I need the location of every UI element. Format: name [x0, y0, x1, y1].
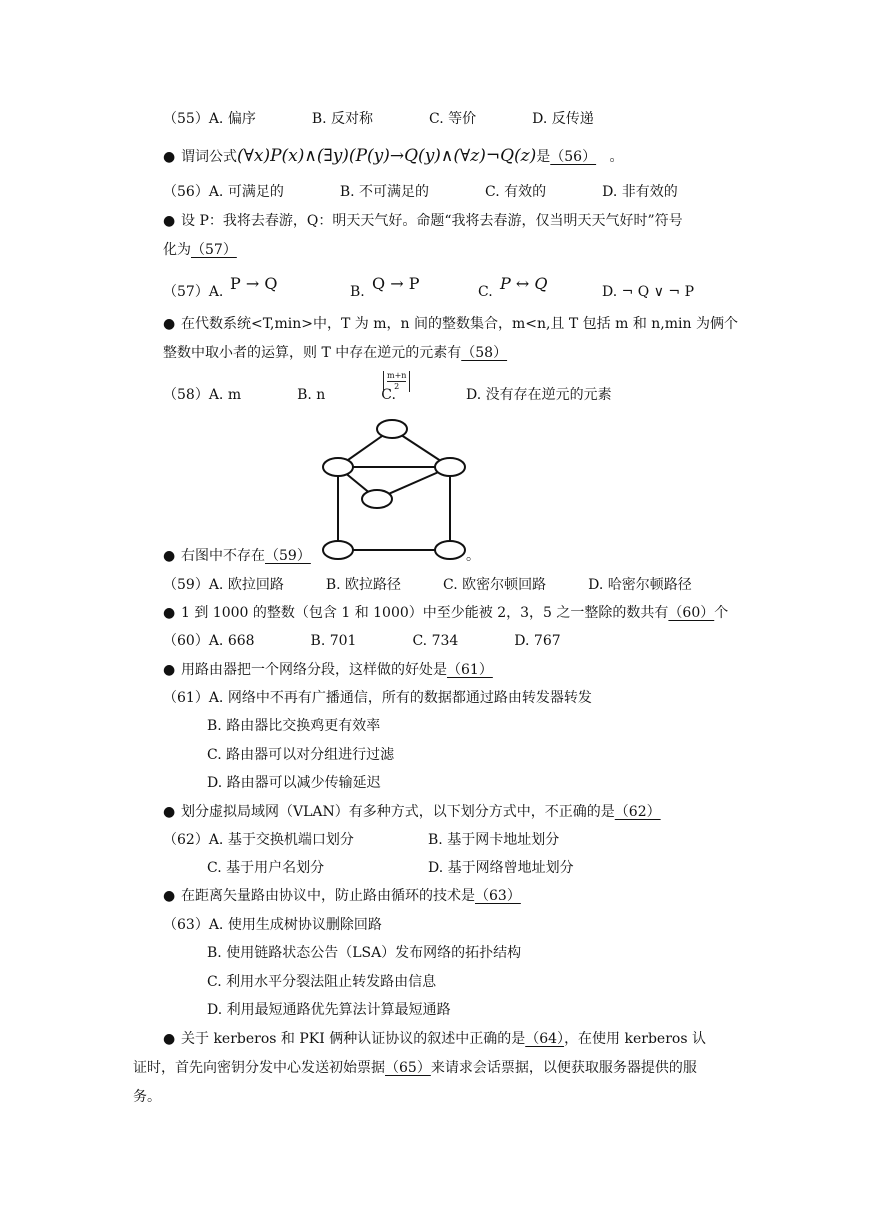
q56-blank: （56） — [550, 149, 597, 165]
q62-stem-text: 划分虚拟局域网（VLAN）有多种方式，以下划分方式中，不正确的是 — [181, 804, 615, 820]
q57-stem-line2-text: 化为 — [163, 242, 191, 258]
q61-stem-text: 用路由器把一个网络分段，这样做的好处是 — [181, 662, 447, 678]
q60-options: （60）A. 668 B. 701 C. 734 D. 767 — [163, 633, 561, 649]
q59-end: 。 — [466, 548, 480, 564]
q62-opt-a: （62）A. 基于交换机端口划分 — [163, 832, 354, 848]
q61-opt-a: （61）A. 网络中不再有广播通信，所有的数据都通过路由转发器转发 — [163, 690, 592, 706]
q58-opt-d: D. 没有存在逆元的元素 — [466, 387, 612, 403]
q62-opt-b: B. 基于网卡地址划分 — [428, 832, 560, 848]
q64-line1 — [163, 1029, 706, 1049]
q65-blank: （65） — [385, 1060, 431, 1076]
q58-stem-line1 — [163, 314, 738, 334]
q58-blank: （58） — [461, 345, 508, 361]
q57-opt-c: P ↔ Q — [500, 274, 548, 293]
graph-node — [435, 541, 465, 559]
q64-blank: （64） — [525, 1031, 565, 1047]
bullet: ● — [163, 662, 176, 678]
q61-blank: （61） — [447, 662, 493, 678]
q55-options: （55）A. 偏序 B. 反对称 C. 等价 D. 反传递 — [163, 111, 594, 127]
q63-opt-a: （63）A. 使用生成树协议删除回路 — [163, 917, 382, 933]
q61-opt-b: B. 路由器比交换鸡更有效率 — [207, 718, 381, 734]
q64-line2-text: 证时，首先向密钥分发中心发送初始票据 — [133, 1060, 385, 1076]
q63-stem-text: 在距离矢量路由协议中，防止路由循环的技术是 — [181, 888, 475, 904]
q60-blank: （60） — [668, 605, 715, 621]
bullet: ● — [163, 548, 176, 564]
q56-stem-post: 是 — [536, 149, 551, 165]
q58-opt-c-frac — [383, 371, 410, 392]
q61-opt-d: D. 路由器可以减少传输延迟 — [207, 775, 381, 791]
q60-stem-text: 1 到 1000 的整数（包含 1 和 1000）中至少能被 2，3，5 之一整除的数共有 — [181, 605, 669, 621]
q57-blank: （57） — [191, 242, 237, 258]
frac-numerator: m+n — [387, 371, 407, 380]
q63-opt-b: B. 使用链路状态公告（LSA）发布网络的拓扑结构 — [207, 945, 522, 961]
q57-opt-d: D. ¬ Q ∨ ¬ P — [602, 284, 695, 300]
bullet: ● — [163, 213, 176, 229]
q60-end: 个 — [714, 605, 729, 621]
q63-blank: （63） — [475, 888, 521, 904]
bullet: ● — [163, 605, 176, 621]
graph-node — [323, 541, 353, 559]
q58-stem-line2 — [163, 343, 507, 363]
fraction — [383, 371, 410, 392]
q64-line1-post: ，在使用 kerberos 认 — [564, 1031, 706, 1047]
q62-opt-c: C. 基于用户名划分 — [207, 860, 325, 876]
q57-opt-a-label: （57）A. — [163, 284, 224, 300]
q57-stem-line2 — [163, 240, 237, 260]
q56-end: 。 — [609, 149, 624, 165]
q64-line1-text: 关于 kerberos 和 PKI 俩种认证协议的叙述中正确的是 — [181, 1031, 526, 1047]
q57-stem-text: 设 P：我将去春游，Q：明天天气好。命题“我将去春游，仅当明天天气好时”符号 — [181, 213, 683, 229]
q57-opt-c-label: C. — [478, 284, 493, 300]
q58-stem-line2-text: 整数中取小者的运算，则 T 中存在逆元的元素有 — [163, 345, 462, 361]
q61-opt-c: C. 路由器可以对分组进行过滤 — [207, 747, 395, 763]
bullet: ● — [163, 804, 176, 820]
q57-opt-b-label: B. — [350, 284, 365, 300]
graph-node — [323, 458, 353, 476]
q56-stem-text: 谓词公式 — [181, 149, 237, 165]
q64-line3: 务。 — [133, 1089, 161, 1105]
graph-node — [435, 458, 465, 476]
q61-stem — [163, 660, 493, 680]
q62-stem — [163, 802, 661, 822]
q58-stem-text: 在代数系统<T,min>中，T 为 m，n 间的整数集合，m<n,且 T 包括 m 和 n,min 为俩个 — [181, 316, 738, 332]
bullet: ● — [163, 888, 176, 904]
bullet: ● — [163, 149, 176, 165]
q56-options: （56）A. 可满足的 B. 不可满足的 C. 有效的 D. 非有效的 — [163, 184, 678, 200]
q59-stem-text: 右图中不存在 — [181, 548, 265, 564]
q64-line2 — [133, 1058, 697, 1078]
q57-opt-b: Q → P — [372, 274, 420, 293]
q62-blank: （62） — [614, 804, 661, 820]
bullet: ● — [163, 1031, 176, 1047]
graph-node — [362, 490, 392, 508]
q59-stem — [163, 546, 311, 566]
q57-stem-line1 — [163, 211, 683, 231]
q58-options-abc: （58）A. m B. n C. — [163, 387, 396, 403]
frac-denominator: 2 — [394, 382, 400, 391]
q59-blank: （59） — [265, 548, 311, 564]
q60-stem — [163, 603, 728, 623]
bullet: ● — [163, 316, 176, 332]
q56-formula: (∀x)P(x)∧(∃y)(P(y)→Q(y)∧(∀z)¬Q(z) — [237, 146, 537, 166]
q64-line2-post: 来请求会话票据，以便获取服务器提供的服 — [430, 1060, 697, 1076]
q63-opt-d: D. 利用最短通路优先算法计算最短通路 — [207, 1002, 451, 1018]
q59-options: （59）A. 欧拉回路 B. 欧拉路径 C. 欧密尔顿回路 D. 哈密尔顿路径 — [163, 577, 692, 593]
q56-stem — [163, 146, 623, 167]
q63-opt-c: C. 利用水平分裂法阻止转发路由信息 — [207, 974, 437, 990]
q62-opt-d: D. 基于网络曾地址划分 — [428, 860, 574, 876]
q63-stem — [163, 886, 521, 906]
q57-opt-a: P → Q — [230, 274, 278, 293]
graph-node — [377, 420, 407, 438]
graph-figure — [320, 415, 480, 563]
